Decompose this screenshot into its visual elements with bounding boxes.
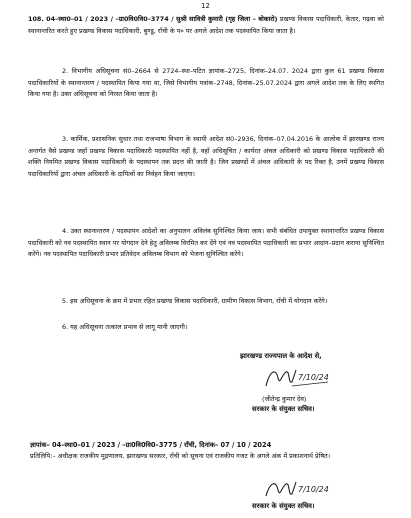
- page-number: 12: [201, 2, 210, 10]
- paragraph-5: 5. इस अधिसूचना के क्रम में प्रभार रहित प्रखण्ड विकास पदाधिकारी, ग्रामीण विकास विभाग, राँची में योगदान करेंगे।: [62, 297, 328, 305]
- paragraph-4: 4. उक्त स्थानान्तरण / पदस्थापन आदेशों का अनुपालन अविलंब सुनिश्चित किया जाय। सभी संबंधित उपायुक्त स्थानान्तरित प्रखण्ड विकास पदाधिकारी को नव पदस्थापित स्थान पर योगदान देने हेतु अविलम्ब विरमित कर देंगे एवं नव पदस्थापित पदाधिकारी का प्रभार आदान–प्रदान कराना सुनिश्चित करेंगे। नव पदस्थापित पदाधिकारी प्रभार प्रतिवेदन अविलम्ब विभाग को भेजना सुनिश्चित करेंगे।: [28, 227, 384, 259]
- paragraph-6: 6. यह अधिसूचना तत्काल प्रभाव से लागू मानी जाएगी।: [62, 323, 188, 331]
- signature-1-date: 7/10/24: [298, 373, 329, 382]
- paragraph-3: 3. कार्मिक, प्रशासनिक सुधार तथा राजभाषा विभाग के स्थायी आदेश सं0–2936, दिनांक–07.04.2016 के आलोक में झारखण्ड राज्य अन्तर्गत वैसे प्रखण्ड जहाँ प्रखण्ड विकास पदाधिकारी पदस्थापित नहीं है, वहाँ अधिसूचित / कार्यरत अंचल अधिकारी को प्रखण्ड विकास पदाधिकारी की शक्ति नियमित प्रखण्ड विकास पदाधिकारी के पदस्थापन तक प्रदत्त की जाती है। जिन प्रखण्डों में अंचल अधिकारी के पद रिक्त है, उनमें प्रखण्ड विकास पदाधिकारियों द्वारा अंचल अधिकारी के दायित्वों का निर्वहन किया जाएगा।: [28, 135, 384, 178]
- signatory-name: (जीतेन्द्र कुमार देव): [262, 395, 307, 403]
- memo-reference: ज्ञापांक– 04–स्था0–01 / 2023 / –ग्रा0वि0वि0–3775 / राँची, दिनांक– 07 / 10 / 2024: [30, 441, 272, 449]
- paragraph-2: 2. विभागीय अधिसूचना सं0–2664 से 2724–स्था–पटित ज्ञापांक–2725, दिनांक–24.07. 2024 द्वारा कुल 61 प्रखण्ड विकास पदाधिकारियों के स्थानान्तरण / पदस्थापित किया गया था, जिसे विभागीय पत्रांक–2748, दिनांक–25.07.2024 द्वारा अगले आदेश तक के लिए स्थगित किया गया है। उक्त अधिसूचना को निरस्त किया जाता है।: [28, 67, 384, 99]
- signatory-2-designation: सरकार के संयुक्त सचिव।: [252, 502, 315, 510]
- entry-lead: 04–स्था0–01 / 2023 / –ग्रा0वि0वि0–3774 / सुश्री सावित्री कुमारी (गृह जिला – बोकारो): [46, 15, 278, 23]
- signatory-designation: सरकार के संयुक्त सचिव।: [252, 405, 315, 413]
- memo-copy-to: प्रतिलिपि:– अधीक्षक राजकीय मुद्रणालय, झारखण्ड सरकार, राँची को सूचना एवं राजकीय गजट के अगले अंक में प्रकाशनार्थ प्रेषित।: [30, 452, 331, 460]
- entry-number: 108.: [28, 15, 44, 23]
- order-line: झारखण्ड राज्यपाल के आदेश से,: [240, 352, 322, 360]
- signature-1: [262, 364, 332, 394]
- signature-2-date: 7/10/24: [298, 485, 329, 494]
- paragraph-108: [28, 14, 384, 37]
- signature-2: [262, 478, 332, 502]
- entry-body: प्रखण्ड विकास पदाधिकारी, केतार, गढ़वा को स्थानान्तरित करते हुए प्रखण्ड विकास पदाधिकारी, बुण्डू, राँची के प० पर अगले आदेश तक पदस्थापित किया जाता है।: [28, 15, 384, 35]
